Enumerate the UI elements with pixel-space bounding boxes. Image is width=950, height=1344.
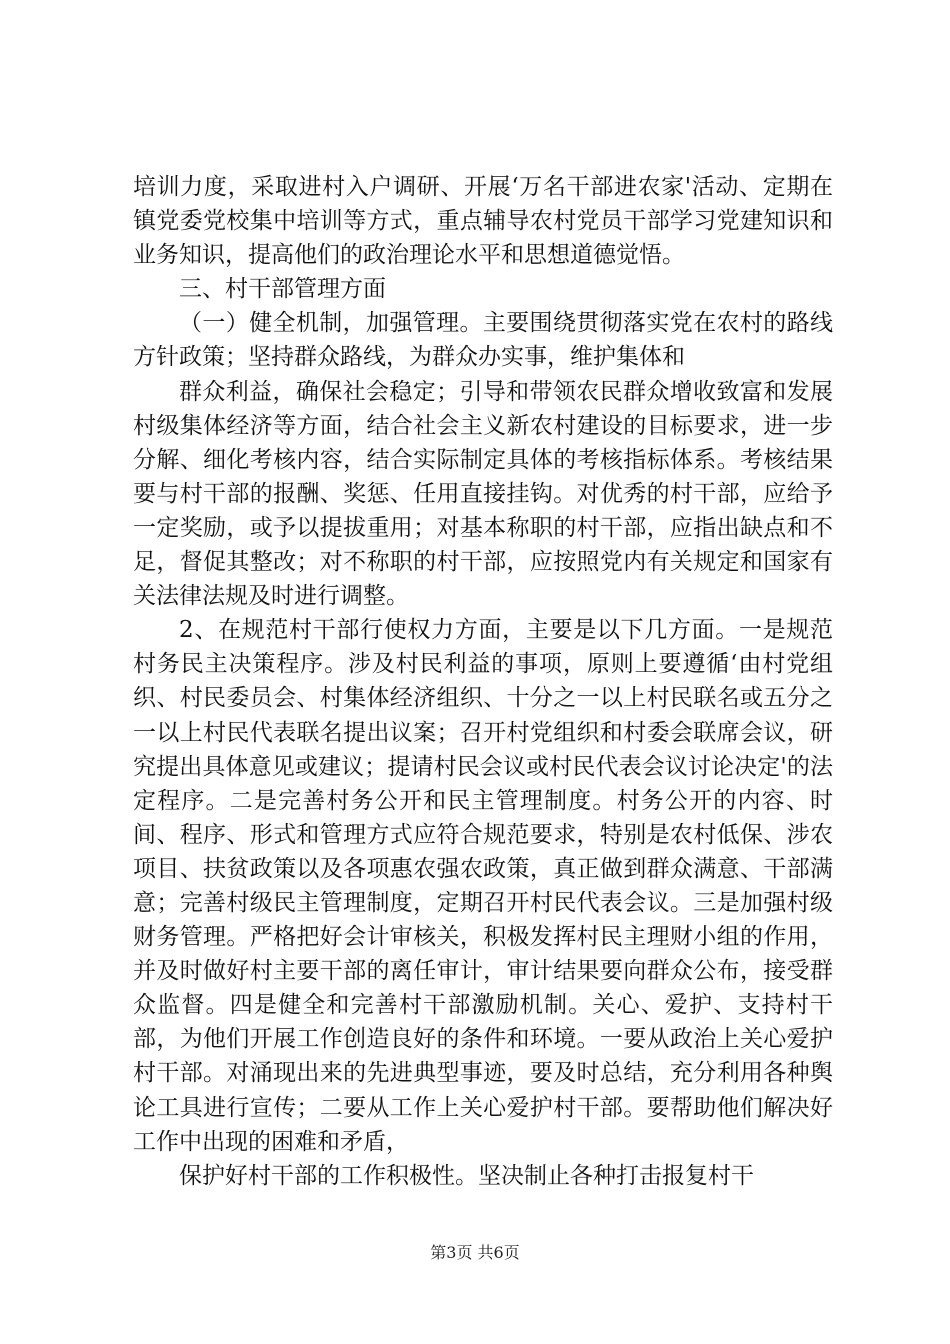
document-body xyxy=(133,170,833,1193)
paragraph-power-regulation: 2、在规范村干部行使权力方面，主要是以下几方面。一是规范村务民主决策程序。涉及村民利益的事项，原则上要遵循‘由村党组织、村民委员会、村集体经济组织、十分之一以上村民联名或五分之一以上村民代表联名提出议案；召开村党组织和村委会联席会议，研究提出具体意见或建议；提请村民会议或村民代表会议讨论决定'的法定程序。二是完善村务公开和民主管理制度。村务公开的内容、时间、程序、形式和管理方式应符合规范要求，特别是农村低保、涉农项目、扶贫政策以及各项惠农强农政策，真正做到群众满意、干部满意；完善村级民主管理制度，定期召开村民代表会议。三是加强村级财务管理。严格把好会计审核关，积极发挥村民主理财小组的作用，并及时做好村主要干部的离任审计，审计结果要向群众公布，接受群众监督。四是健全和完善村干部激励机制。关心、爱护、支持村干部，为他们开展工作创造良好的条件和环境。一要从政治上关心爱护村干部。对涌现出来的先进典型事迹，要及时总结，充分利用各种舆论工具进行宣传；二要从工作上关心爱护村干部。要帮助他们解决好工作中出现的困难和矛盾， xyxy=(133,617,833,1155)
section-heading-village-cadre-management: 三、村干部管理方面 xyxy=(179,276,386,303)
paragraph-training: 培训力度，采取进村入户调研、开展‘万名干部进农家'活动、定期在镇党委党校集中培训等方式，重点辅导农村党员干部学习党建知识和业务知识，提高他们的政治理论水平和思想道德觉悟。 xyxy=(133,174,833,269)
paragraph-assessment: 群众利益，确保社会稳定；引导和带领农民群众增收致富和发展村级集体经济等方面，结合社会主义新农村建设的目标要求，进一步分解、细化考核内容，结合实际制定具体的考核指标体系。考核结果要与村干部的报酬、奖惩、任用直接挂钩。对优秀的村干部，应给予一定奖励，或予以提拔重用；对基本称职的村干部，应指出缺点和不足，督促其整改；对不称职的村干部，应按照党内有关规定和国家有关法律法规及时进行调整。 xyxy=(133,378,833,610)
page-footer: 第3页 共6页 xyxy=(430,1243,520,1262)
paragraph-protection: 保护好村干部的工作积极性。坚决制止各种打击报复村干 xyxy=(179,1162,754,1189)
paragraph-mechanism: （一）健全机制，加强管理。主要围绕贯彻落实党在农村的路线方针政策；坚持群众路线，为群众办实事，维护集体和 xyxy=(133,310,833,371)
